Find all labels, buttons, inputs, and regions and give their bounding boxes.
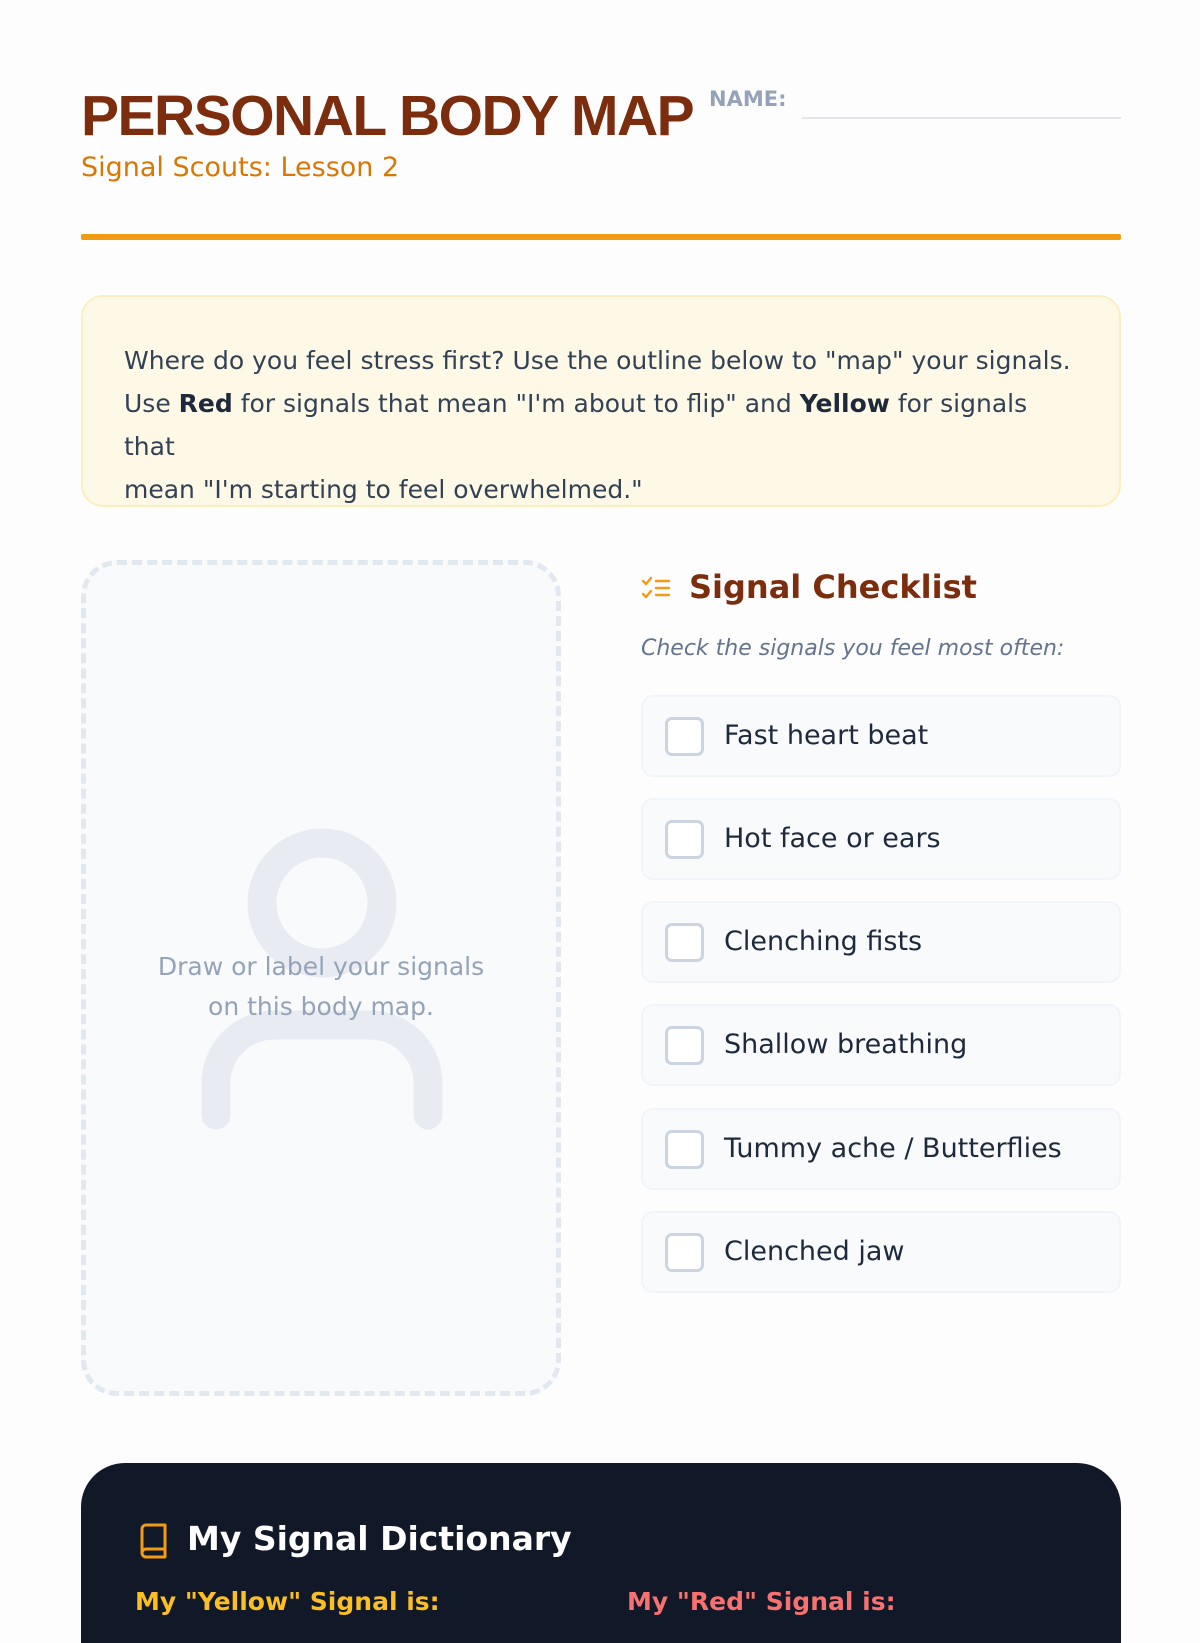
lesson-subtitle: Signal Scouts: Lesson 2 bbox=[81, 152, 400, 183]
yellow-keyword: Yellow bbox=[799, 389, 890, 418]
page-title: PERSONAL BODY MAP bbox=[81, 84, 694, 148]
checklist-item-label: Hot face or ears bbox=[724, 823, 941, 854]
red-keyword: Red bbox=[178, 389, 233, 418]
checkbox[interactable] bbox=[665, 717, 704, 756]
intro-line-2-middle: for signals that mean "I'm about to flip" and bbox=[232, 389, 800, 418]
intro-line-3: mean "I'm starting to feel overwhelmed." bbox=[124, 475, 643, 504]
checklist-item[interactable] bbox=[641, 1108, 1121, 1190]
intro-line-1: Where do you feel stress first? Use the outline below to "map" your signals. bbox=[124, 346, 1071, 375]
body-map-instruction-line-2: on this body map. bbox=[208, 992, 434, 1021]
name-label: NAME: bbox=[709, 87, 787, 111]
checklist-header bbox=[641, 564, 1121, 614]
checklist-item[interactable] bbox=[641, 901, 1121, 983]
body-map-canvas[interactable] bbox=[81, 560, 561, 1396]
checklist-item[interactable] bbox=[641, 798, 1121, 880]
name-field[interactable] bbox=[802, 117, 1121, 119]
checklist-item[interactable] bbox=[641, 1004, 1121, 1086]
checklist-item[interactable] bbox=[641, 1211, 1121, 1293]
checkbox[interactable] bbox=[665, 1233, 704, 1272]
checkbox[interactable] bbox=[665, 820, 704, 859]
checklist-item-label: Tummy ache / Butterflies bbox=[724, 1133, 1062, 1164]
intro-line-2-end: for signals that bbox=[124, 389, 1028, 461]
yellow-signal-heading: My "Yellow" Signal is: bbox=[135, 1587, 440, 1616]
checklist-item-label: Clenching fists bbox=[724, 926, 923, 957]
checklist-instruction: Check the signals you feel most often: bbox=[641, 636, 1065, 661]
book-icon bbox=[138, 1523, 168, 1559]
checklist-icon bbox=[641, 576, 671, 602]
header-divider bbox=[81, 234, 1121, 240]
checkbox[interactable] bbox=[665, 1026, 704, 1065]
checklist-item[interactable] bbox=[641, 695, 1121, 777]
checklist-item-label: Clenched jaw bbox=[724, 1236, 905, 1267]
red-signal-heading: My "Red" Signal is: bbox=[627, 1587, 896, 1616]
intro-callout bbox=[81, 295, 1121, 507]
checklist-item-label: Shallow breathing bbox=[724, 1029, 968, 1060]
checkbox[interactable] bbox=[665, 923, 704, 962]
checkbox[interactable] bbox=[665, 1130, 704, 1169]
body-map-instruction bbox=[86, 947, 556, 1027]
body-map-instruction-line-1: Draw or label your signals bbox=[157, 952, 485, 981]
checklist-title: Signal Checklist bbox=[689, 568, 977, 606]
intro-line-2-start: Use bbox=[124, 389, 179, 418]
signal-dictionary bbox=[81, 1463, 1121, 1643]
page-header bbox=[81, 78, 1121, 198]
dictionary-title: My Signal Dictionary bbox=[187, 1519, 572, 1558]
checklist-item-label: Fast heart beat bbox=[724, 720, 929, 751]
